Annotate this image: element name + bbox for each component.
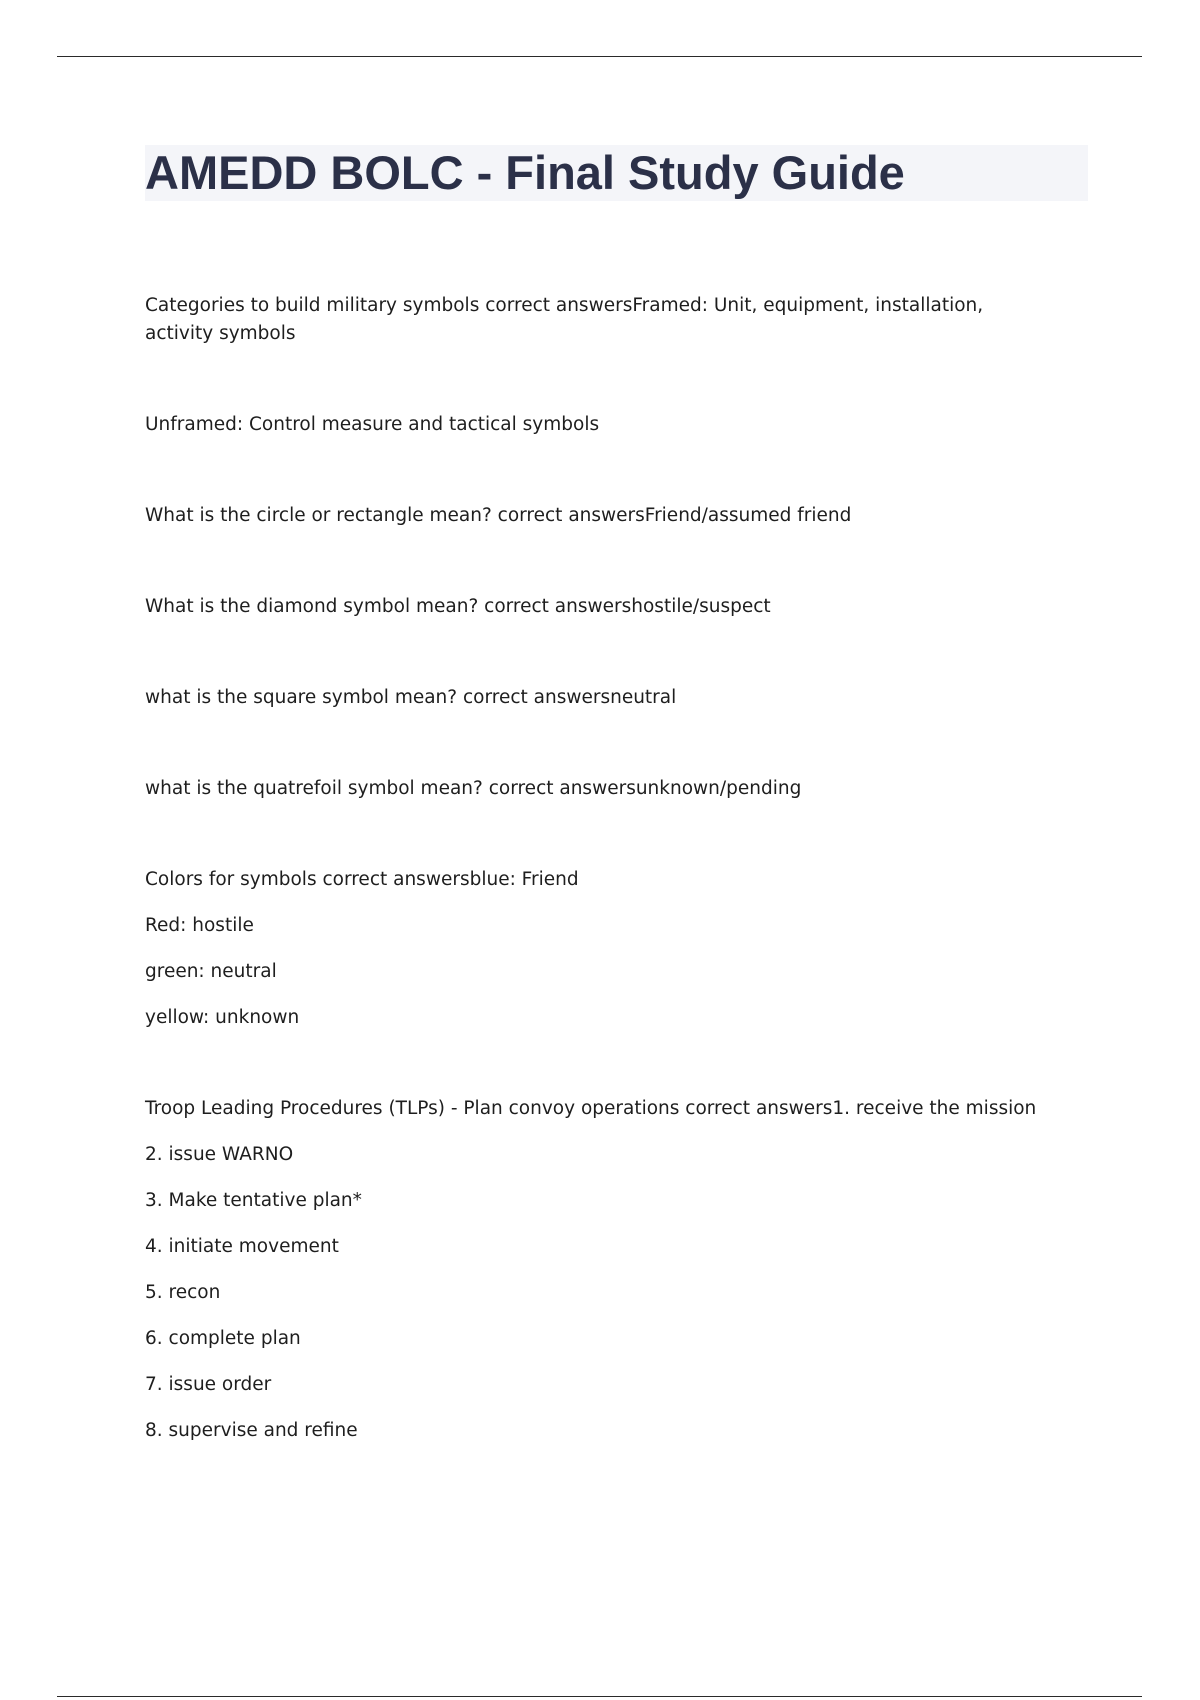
entry-block: [145, 593, 1050, 621]
page-title: AMEDD BOLC - Final Study Guide: [145, 146, 905, 199]
entry-line: what is the square symbol mean? correct answersneutral: [145, 687, 677, 708]
entry-line: Colors for symbols correct answersblue: Friend: [145, 869, 579, 890]
entry-line: Troop Leading Procedures (TLPs) - Plan convoy operations correct answers1. receive the mission: [145, 1098, 1037, 1119]
entry-line: What is the circle or rectangle mean? correct answersFriend/assumed friend: [145, 505, 852, 526]
study-guide-content: [145, 292, 1050, 1445]
header-rule: [57, 56, 1142, 57]
entry-line: 6. complete plan: [145, 1328, 301, 1349]
entry-block: [145, 775, 1050, 803]
footer-rule: [57, 1696, 1142, 1697]
entry-line: Categories to build military symbols correct answersFramed: Unit, equipment, installation, activity symbols: [145, 295, 984, 344]
entry-line: 4. initiate movement: [145, 1236, 339, 1257]
entry-block: [145, 502, 1050, 530]
entry-block: [145, 411, 1050, 439]
entry-line: 2. issue WARNO: [145, 1144, 294, 1165]
entry-line: 8. supervise and refine: [145, 1420, 358, 1441]
entry-line: Red: hostile: [145, 915, 254, 936]
entry-line: Unframed: Control measure and tactical symbols: [145, 414, 600, 435]
entry-line: 7. issue order: [145, 1374, 272, 1395]
entry-line: yellow: unknown: [145, 1007, 300, 1028]
entry-line: green: neutral: [145, 961, 277, 982]
entry-block-tlps: [145, 1095, 1050, 1445]
entry-line: what is the quatrefoil symbol mean? correct answersunknown/pending: [145, 778, 802, 799]
entry-line: What is the diamond symbol mean? correct answershostile/suspect: [145, 596, 771, 617]
entry-block: [145, 292, 1050, 348]
entry-line: 3. Make tentative plan*: [145, 1190, 362, 1211]
entry-block: [145, 684, 1050, 712]
entry-line: 5. recon: [145, 1282, 221, 1303]
entry-block-colors: [145, 866, 1050, 1032]
